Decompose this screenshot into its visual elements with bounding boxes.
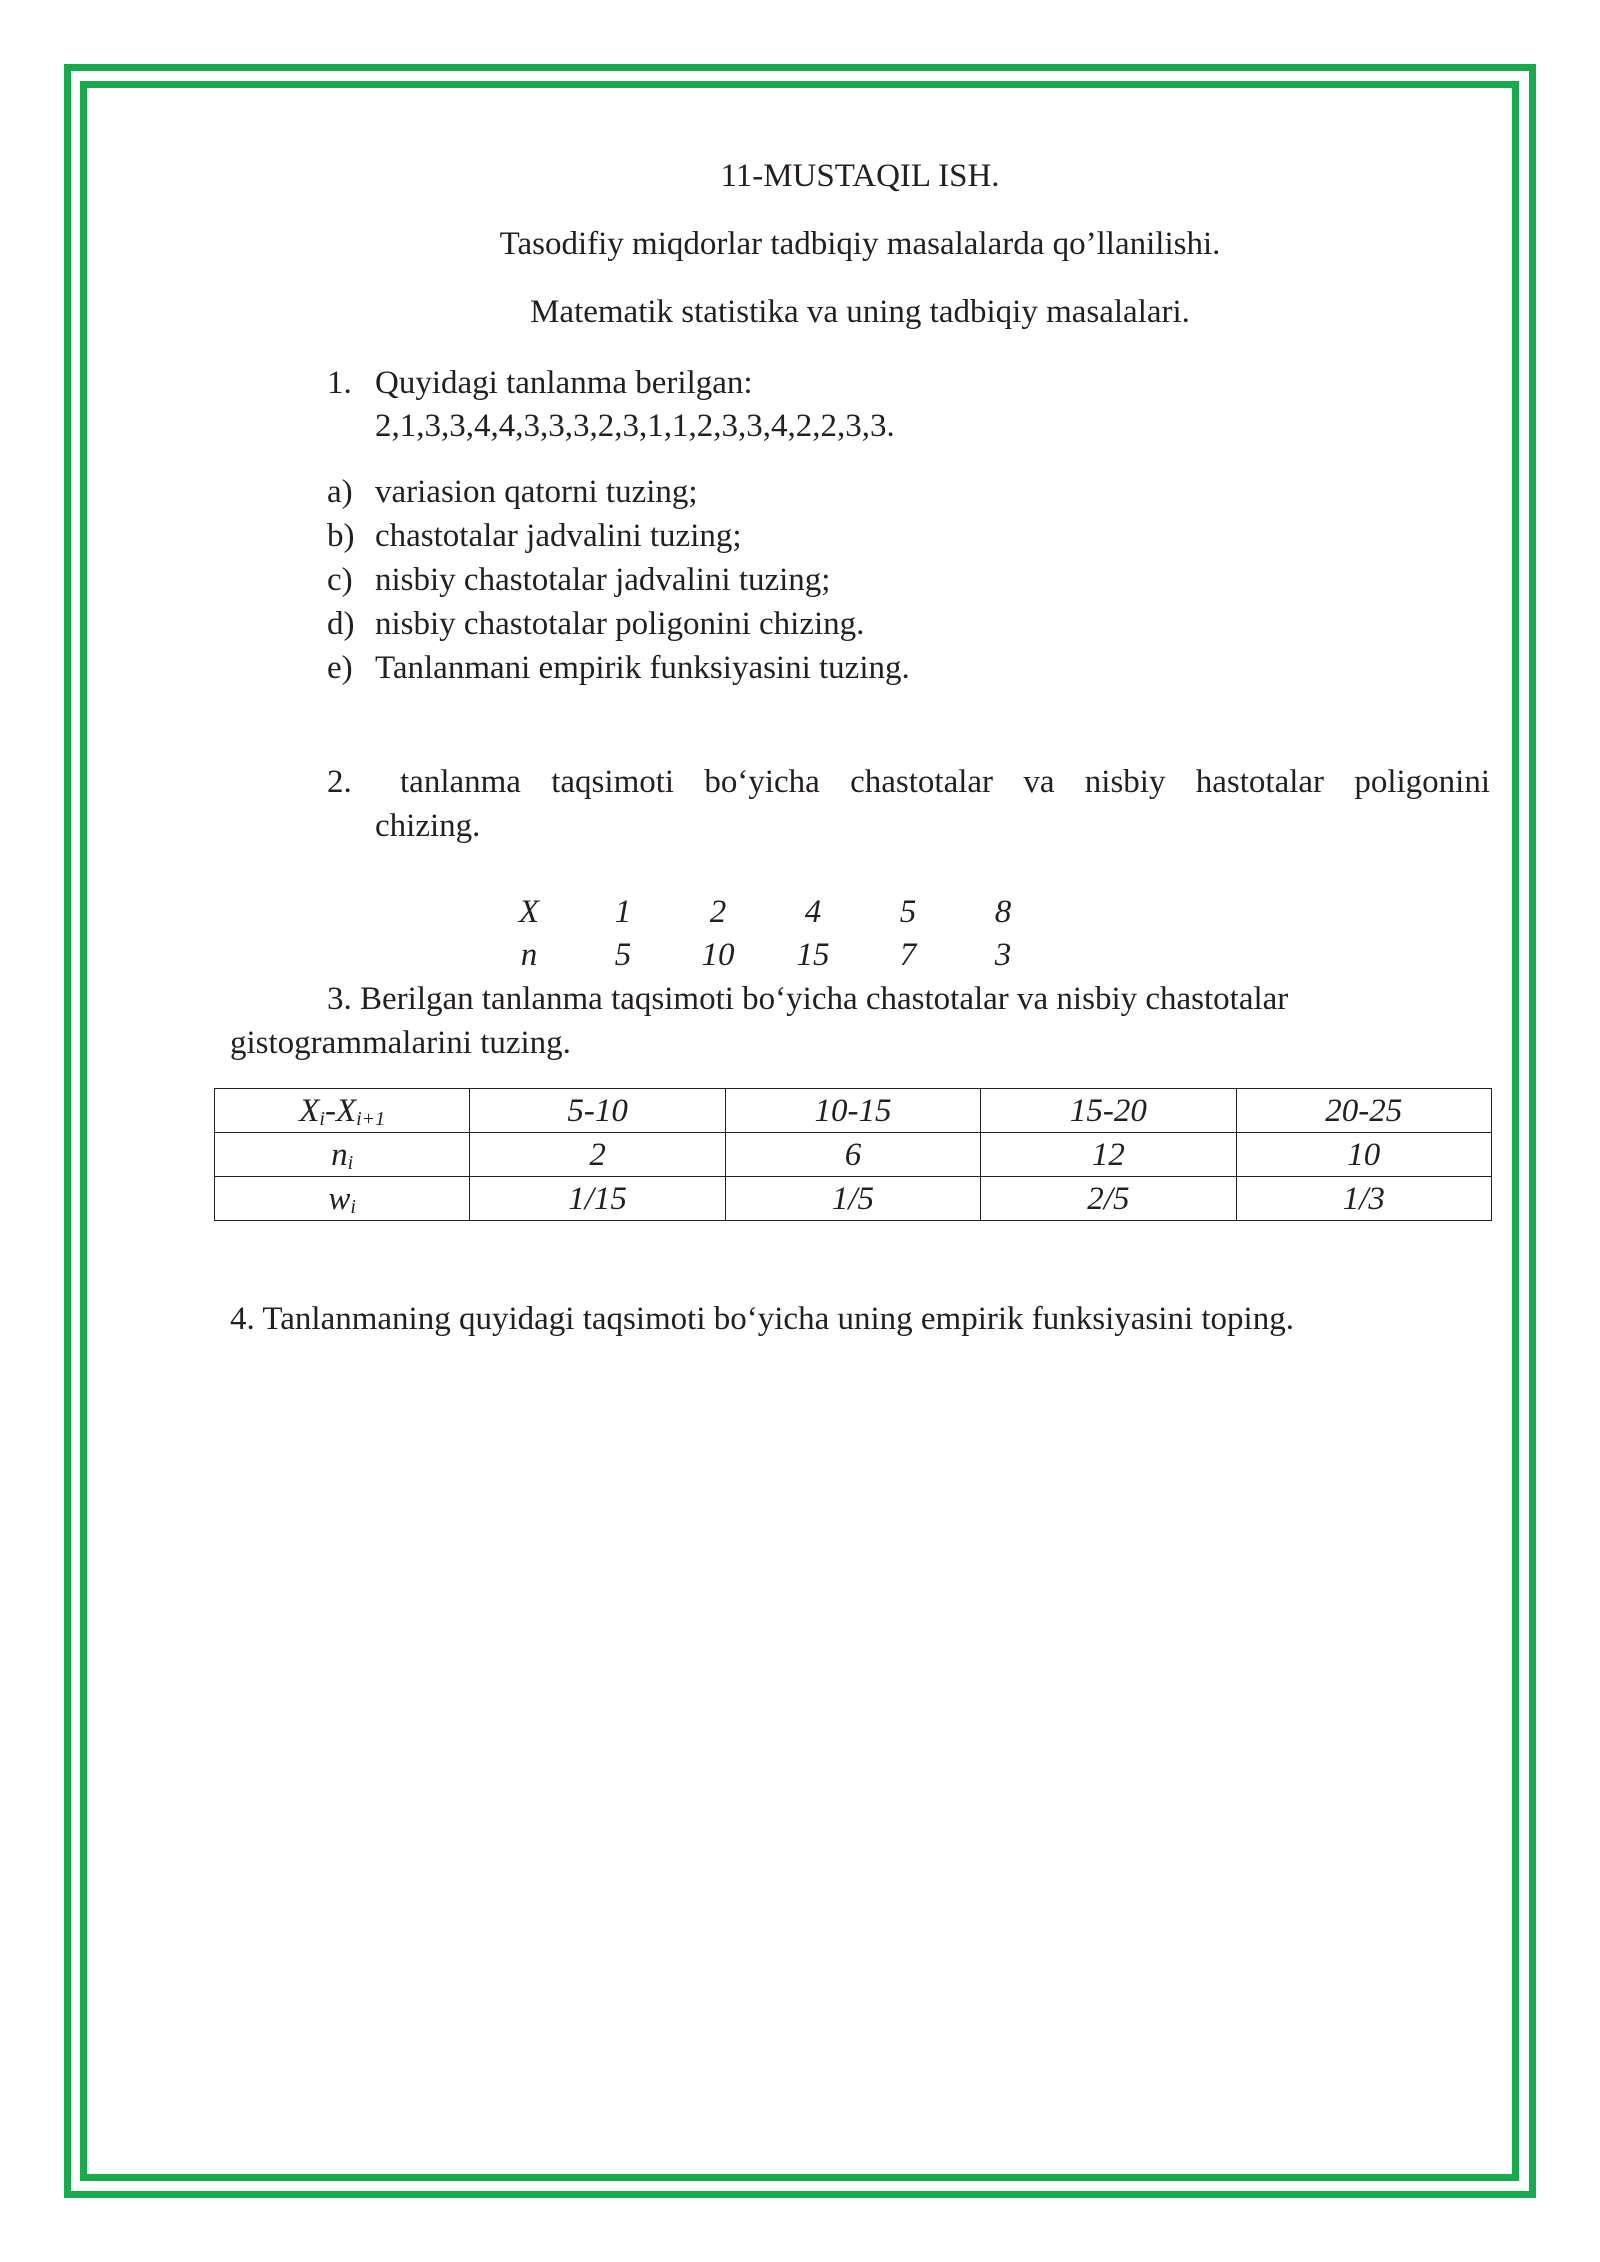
table-cell: 6 — [725, 1133, 980, 1177]
task4-text: 4. Tanlanmaning quyidagi taqsimoti bo‘yicha uning empirik funksiyasini toping. — [230, 1301, 1294, 1337]
table-cell: 1/5 — [725, 1177, 980, 1221]
table-cell: 2 — [470, 1133, 725, 1177]
table-header-ni: $n_i$ — [215, 1133, 470, 1177]
table-header-interval: $X_i-X_{i+1}$ — [215, 1089, 470, 1133]
dist-x-value: 1 — [614, 894, 632, 930]
dist-x-value: 2 — [709, 894, 727, 930]
dist-x-value: 4 — [804, 894, 822, 930]
task2-number: 2. — [327, 764, 352, 800]
dist-x-label: X — [518, 894, 540, 930]
table-cell: 20-25 — [1236, 1089, 1491, 1133]
page-title: 11-MUSTAQIL ISH. — [720, 158, 1000, 194]
dist-n-value: 5 — [614, 937, 632, 973]
task1-item-d: nisbiy chastotalar poligonini chizing. — [375, 606, 865, 642]
task1-line1: Quyidagi tanlanma berilgan: — [375, 365, 753, 401]
task2-line1: tanlanma taqsimoti bo‘yicha chastotalar va nisbiy hastotalar poligonini — [400, 764, 1490, 800]
table-cell: 2/5 — [981, 1177, 1236, 1221]
dist-n-value: 15 — [796, 937, 830, 973]
table-cell: 12 — [981, 1133, 1236, 1177]
dist-n-value: 7 — [899, 937, 917, 973]
task1-item-e-letter: e) — [327, 650, 353, 686]
table-cell: 15-20 — [981, 1089, 1236, 1133]
task1-item-b: chastotalar jadvalini tuzing; — [375, 518, 742, 554]
task3-line2: gistogrammalarini tuzing. — [230, 1025, 571, 1061]
task1-item-a: variasion qatorni tuzing; — [375, 474, 698, 510]
dist-n-value: 10 — [701, 937, 735, 973]
table-header-wi: $w_i$ — [215, 1177, 470, 1221]
dist-x-value: 5 — [899, 894, 917, 930]
dist-x-value: 8 — [994, 894, 1012, 930]
table-row — [215, 1089, 1492, 1133]
task1-item-c-letter: c) — [327, 562, 353, 598]
task1-item-c: nisbiy chastotalar jadvalini tuzing; — [375, 562, 831, 598]
task1-item-a-letter: a) — [327, 474, 353, 510]
subtitle-2: Matematik statistika va uning tadbiqiy masalalari. — [530, 294, 1190, 330]
dist-n-value: 3 — [994, 937, 1012, 973]
table-cell: 1/15 — [470, 1177, 725, 1221]
table-row — [215, 1177, 1492, 1221]
task1-number: 1. — [327, 365, 352, 401]
task2-line2: chizing. — [375, 808, 481, 844]
task3-line1: 3. Berilgan tanlanma taqsimoti bo‘yicha chastotalar va nisbiy chastotalar — [327, 981, 1289, 1017]
table-cell: 5-10 — [470, 1089, 725, 1133]
subtitle-1: Tasodifiy miqdorlar tadbiqiy masalalarda qo’llanilishi. — [499, 226, 1221, 262]
table-cell: 10 — [1236, 1133, 1491, 1177]
table-row — [215, 1133, 1492, 1177]
dist-n-label: n — [520, 937, 538, 973]
table-cell: 1/3 — [1236, 1177, 1491, 1221]
task1-item-b-letter: b) — [327, 518, 355, 554]
task1-item-d-letter: d) — [327, 606, 355, 642]
task1-sample: 2,1,3,3,4,4,3,3,3,2,3,1,1,2,3,3,4,2,2,3,3. — [375, 408, 895, 444]
task1-item-e: Tanlanmani empirik funksiyasini tuzing. — [375, 650, 910, 686]
interval-frequency-table — [214, 1088, 1492, 1221]
table-cell: 10-15 — [725, 1089, 980, 1133]
